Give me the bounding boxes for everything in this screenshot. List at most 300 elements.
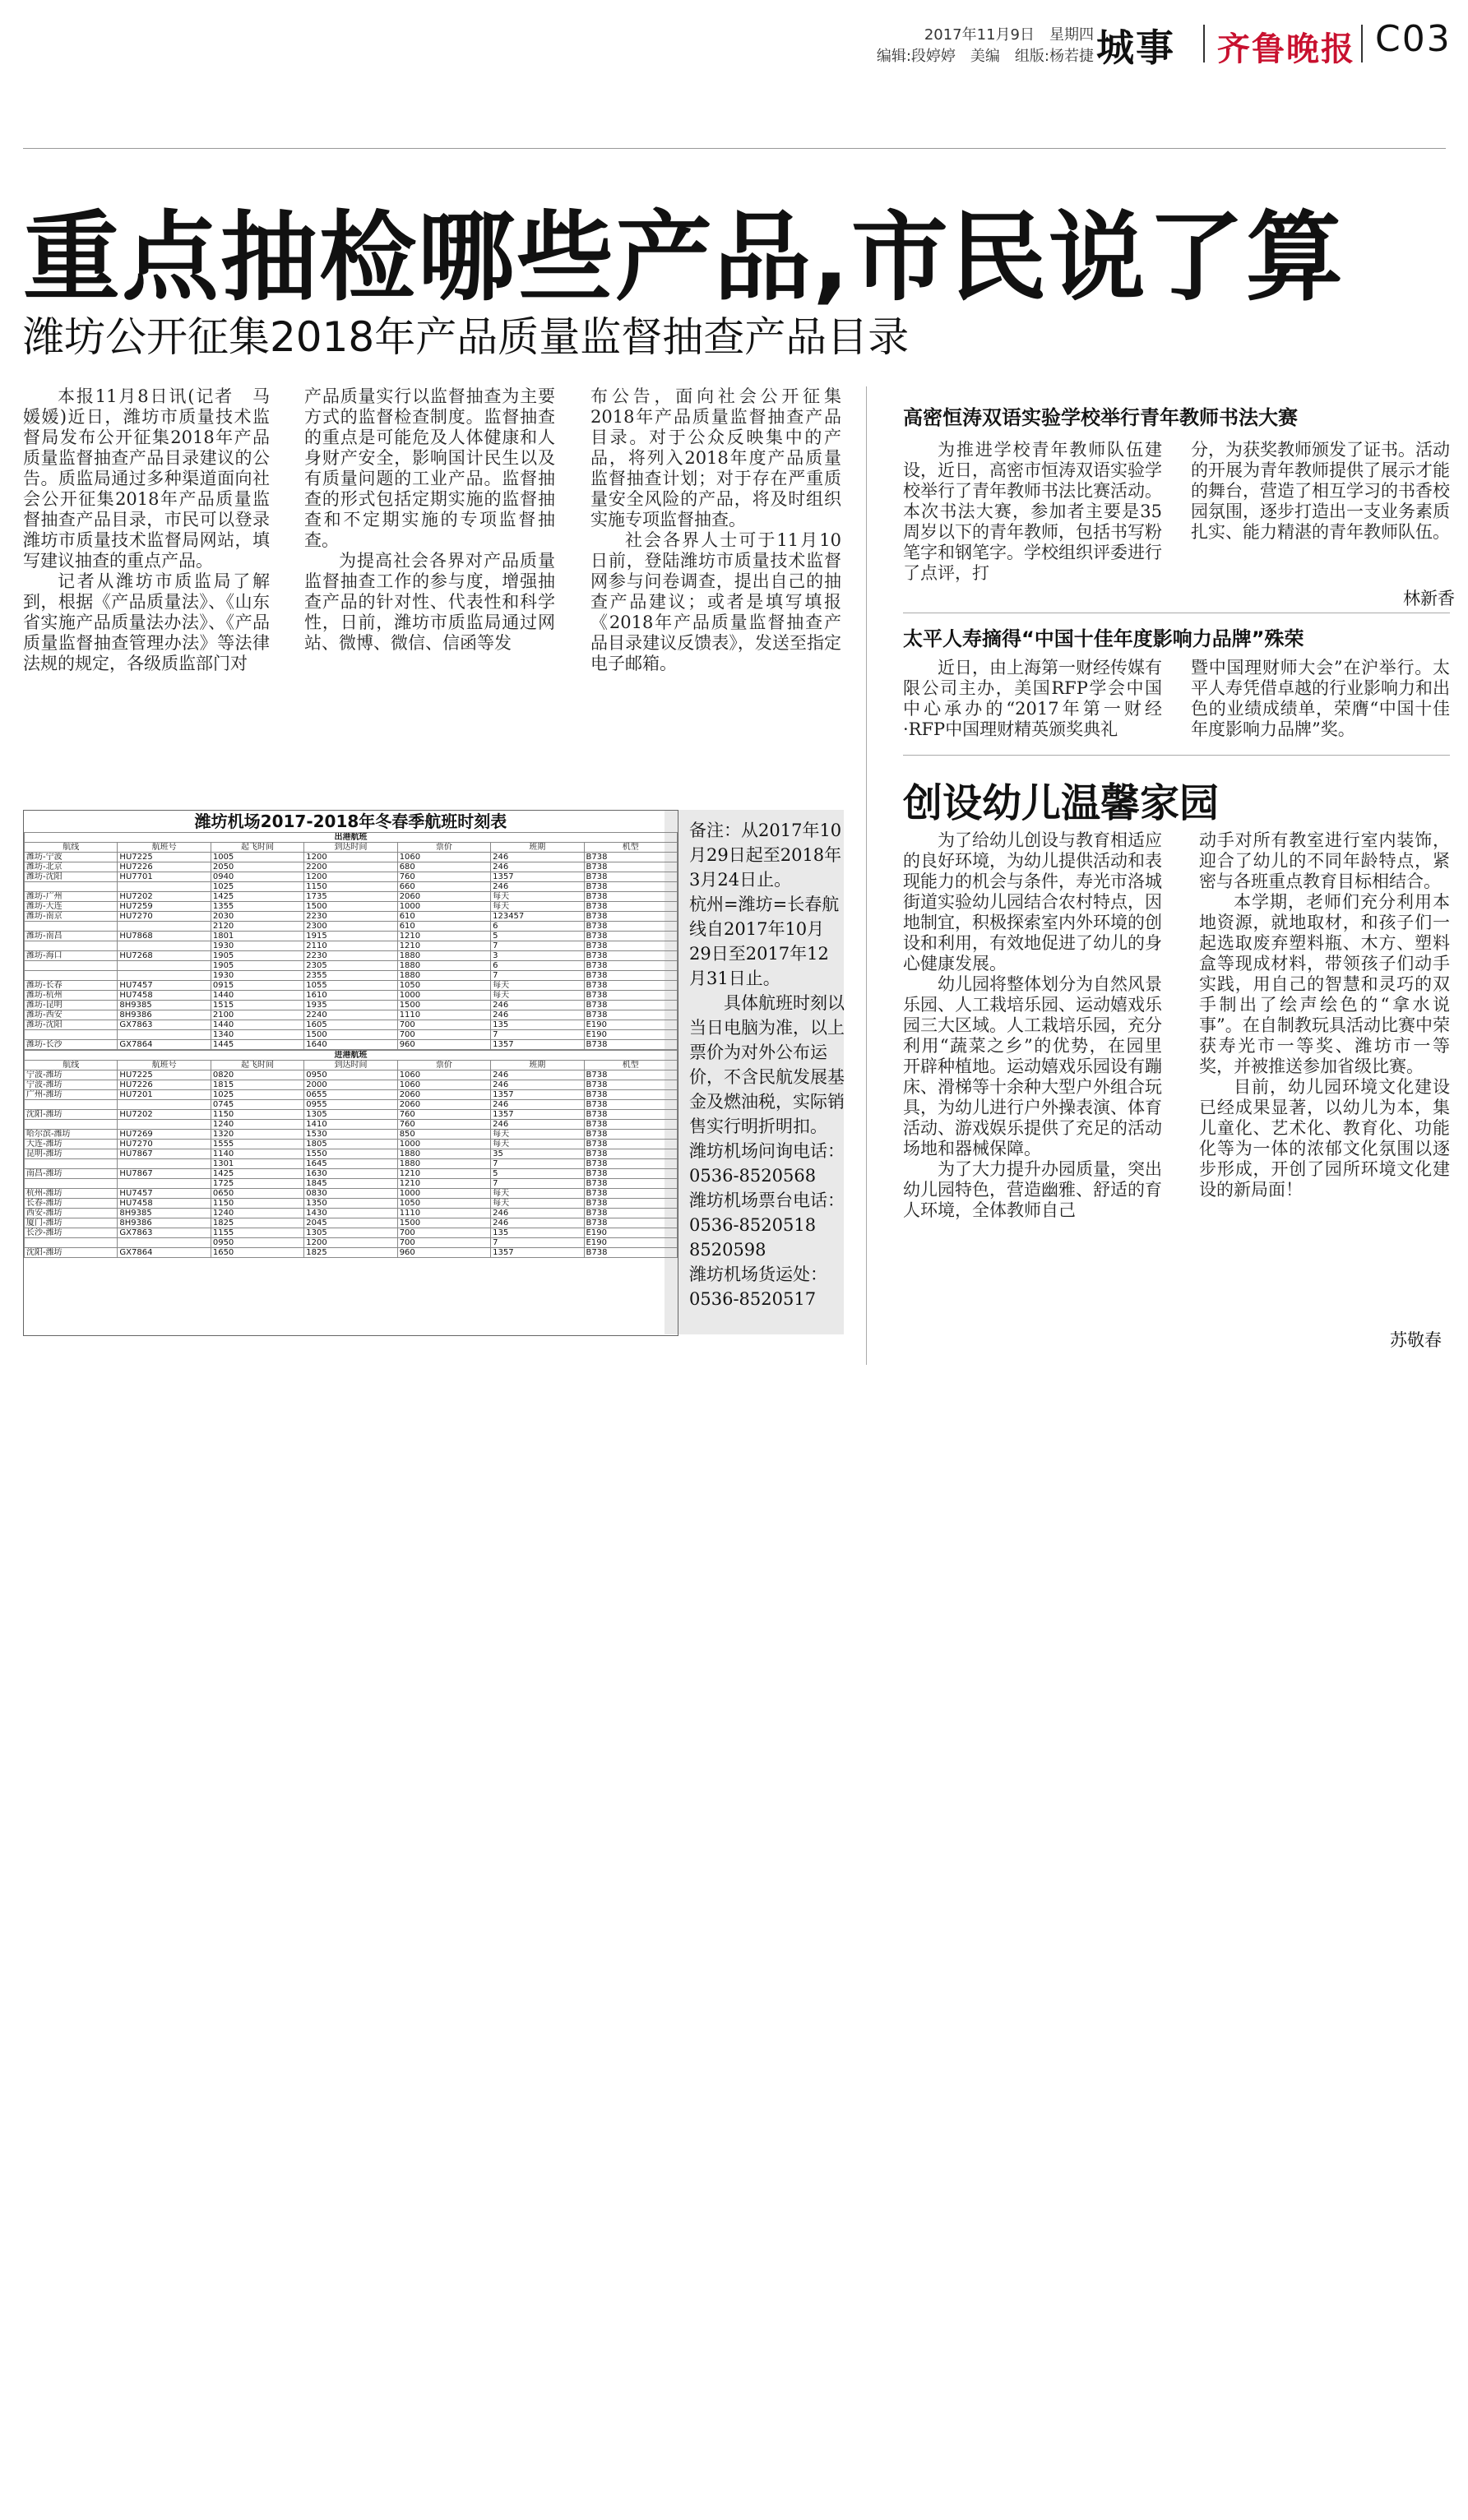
table-cell: [118, 922, 211, 932]
table-cell: 1000: [397, 1140, 490, 1149]
table-cell: 1815: [211, 1080, 303, 1090]
table-cell: [25, 1159, 118, 1169]
paragraph: 动手对所有教室进行室内装饰，迎合了幼儿的不同年龄特点，紧密与各班重点教育目标相结合。: [1199, 830, 1450, 891]
kindergarten-byline: 苏敬春: [1390, 1330, 1442, 1350]
table-cell: [25, 1179, 118, 1189]
column-header: 起飞时间: [211, 843, 303, 853]
section-header: 出港航班: [25, 833, 678, 843]
table-cell: B738: [584, 862, 677, 872]
editor-line: 编辑:段婷婷 美编 组版:杨若捷: [876, 48, 1094, 65]
masthead-divider: [1361, 25, 1363, 62]
column-header: 航班号: [118, 843, 211, 853]
table-cell: 8H9385: [118, 1001, 211, 1010]
departure-row: [25, 912, 678, 922]
table-cell: 潍坊-长沙: [25, 1040, 118, 1050]
column-header: 班期: [491, 1061, 584, 1070]
table-cell: 0955: [304, 1100, 397, 1110]
column-header: 航班号: [118, 1061, 211, 1070]
departure-row: [25, 902, 678, 912]
table-cell: 1440: [211, 991, 303, 1001]
table-cell: 潍坊-杭州: [25, 991, 118, 1001]
table-cell: 246: [491, 1209, 584, 1218]
table-cell: B738: [584, 853, 677, 862]
table-cell: 2060: [397, 1090, 490, 1100]
insurance-column-2: 暨中国理财师大会”在沪举行。太平人寿凭借卓越的行业影响力和出色的业绩成绩单，荣膺“中国十佳年度影响力品牌”奖。: [1191, 658, 1450, 739]
table-cell: B738: [584, 991, 677, 1001]
arrival-row: [25, 1238, 678, 1248]
calligraphy-title: 高密恒涛双语实验学校举行青年教师书法大赛: [903, 406, 1298, 429]
table-cell: HU7225: [118, 1070, 211, 1080]
table-cell: 7: [491, 971, 584, 981]
table-cell: GX7863: [118, 1020, 211, 1030]
paragraph: 为提高社会各界对产品质量监督抽查工作的参与度，增强抽查产品的针对性、代表性和科学性，日前，潍坊市质监局通过网站、微博、微信、信函等发: [304, 551, 555, 653]
departure-row: [25, 971, 678, 981]
table-cell: B738: [584, 1130, 677, 1140]
table-cell: 每天: [491, 1130, 584, 1140]
note: 潍坊机场票台电话：0536-8520518 8520598: [689, 1191, 845, 1260]
table-cell: 8H9385: [118, 1209, 211, 1218]
table-cell: 2030: [211, 912, 303, 922]
table-cell: 246: [491, 1080, 584, 1090]
table-cell: 1055: [304, 981, 397, 991]
table-cell: 1320: [211, 1130, 303, 1140]
table-cell: [118, 1030, 211, 1040]
table-cell: 7: [491, 941, 584, 951]
table-cell: 1155: [211, 1228, 303, 1238]
main-headline: 重点抽检哪些产品,市民说了算: [23, 201, 1345, 314]
table-cell: 2230: [304, 912, 397, 922]
masthead-divider: [1203, 25, 1205, 62]
table-cell: 厦门-潍坊: [25, 1218, 118, 1228]
table-cell: B738: [584, 902, 677, 912]
departure-row: [25, 1040, 678, 1050]
arrival-row: [25, 1218, 678, 1228]
departure-row: [25, 922, 678, 932]
table-cell: [25, 882, 118, 892]
table-cell: 760: [397, 1120, 490, 1130]
departure-row: [25, 1001, 678, 1010]
table-cell: 700: [397, 1020, 490, 1030]
table-cell: 6: [491, 922, 584, 932]
paragraph: 记者从潍坊市质监局了解到，根据《产品质量法》、《山东省实施产品质量法办法》、《产品质量监督抽查管理办法》等法律法规的规定，各级质监部门对: [23, 571, 270, 673]
table-cell: [25, 971, 118, 981]
table-cell: [118, 971, 211, 981]
paragraph: 为了给幼儿创设与教育相适应的良好环境，为幼儿提供活动和表现能力的机会与条件，寿光市洛城街道实验幼儿园结合农村特点，因地制宜，积极探索室内外环境的创设和利用，有效地促进了幼儿的身心健康发展。: [903, 830, 1162, 973]
article-column-1: [23, 386, 270, 674]
table-cell: 1410: [304, 1120, 397, 1130]
table-cell: 1725: [211, 1179, 303, 1189]
table-cell: 2110: [304, 941, 397, 951]
table-cell: 每天: [491, 1189, 584, 1199]
article-column-3: [590, 386, 841, 674]
table-cell: 1880: [397, 961, 490, 971]
table-cell: HU7457: [118, 981, 211, 991]
table-cell: 每天: [491, 902, 584, 912]
calligraphy-byline: 林新香: [1403, 589, 1455, 608]
main-subhead: 潍坊公开征集2018年产品质量监督抽查产品目录: [23, 313, 910, 361]
departure-row: [25, 853, 678, 862]
table-cell: B738: [584, 872, 677, 882]
table-cell: 潍坊-北京: [25, 862, 118, 872]
table-cell: B738: [584, 1218, 677, 1228]
header-row: [25, 1061, 678, 1070]
divider: [903, 755, 1450, 756]
table-cell: 1530: [304, 1130, 397, 1140]
table-cell: HU7457: [118, 1189, 211, 1199]
table-cell: 长沙-潍坊: [25, 1228, 118, 1238]
header-row: [25, 843, 678, 853]
arrival-row: [25, 1199, 678, 1209]
table-cell: B738: [584, 1001, 677, 1010]
table-cell: 0830: [304, 1189, 397, 1199]
table-cell: 7: [491, 1159, 584, 1169]
departure-row: [25, 961, 678, 971]
table-cell: HU7867: [118, 1169, 211, 1179]
table-cell: 1357: [491, 1040, 584, 1050]
table-cell: HU7268: [118, 951, 211, 961]
table-cell: 610: [397, 912, 490, 922]
table-cell: 2200: [304, 862, 397, 872]
table-cell: 1880: [397, 951, 490, 961]
table-cell: HU7270: [118, 912, 211, 922]
table-cell: 1210: [397, 1169, 490, 1179]
table-cell: E190: [584, 1020, 677, 1030]
table-cell: B738: [584, 1110, 677, 1120]
table-cell: 0745: [211, 1100, 303, 1110]
table-cell: 1915: [304, 932, 397, 941]
table-cell: 2060: [397, 892, 490, 902]
table-cell: 潍坊-西安: [25, 1010, 118, 1020]
table-cell: 35: [491, 1149, 584, 1159]
table-cell: [25, 1100, 118, 1110]
table-cell: 1930: [211, 971, 303, 981]
table-cell: 1801: [211, 932, 303, 941]
departure-row: [25, 1030, 678, 1040]
table-cell: 1060: [397, 853, 490, 862]
table-cell: 1605: [304, 1020, 397, 1030]
table-cell: 西安-潍坊: [25, 1209, 118, 1218]
table-cell: 1357: [491, 1090, 584, 1100]
table-cell: 760: [397, 872, 490, 882]
table-cell: 0940: [211, 872, 303, 882]
column-header: 航线: [25, 1061, 118, 1070]
table-cell: 1025: [211, 882, 303, 892]
table-cell: 长春-潍坊: [25, 1199, 118, 1209]
table-cell: B738: [584, 1199, 677, 1209]
top-rule: [23, 148, 1446, 149]
table-cell: 1210: [397, 932, 490, 941]
table-cell: B738: [584, 882, 677, 892]
table-cell: 1355: [211, 902, 303, 912]
table-cell: [118, 1159, 211, 1169]
departure-row: [25, 1010, 678, 1020]
column-header: 到达时间: [304, 1061, 397, 1070]
table-cell: GX7863: [118, 1228, 211, 1238]
table-cell: 1845: [304, 1179, 397, 1189]
paragraph: 幼儿园将整体划分为自然风景乐园、人工栽培乐园、运动嬉戏乐园三大区域。人工栽培乐园，充分利用“蔬菜之乡”的优势，在园里开辟种植地。运动嬉戏乐园设有蹦床、滑梯等十余种大型户外组合玩具，为幼儿进行户外操表演、体育活动、游戏娱乐提供了充足的活动场地和器械保障。: [903, 974, 1162, 1158]
table-cell: 1005: [211, 853, 303, 862]
arrivals-table: [24, 1050, 678, 1258]
table-cell: 1350: [304, 1199, 397, 1209]
table-cell: 1025: [211, 1090, 303, 1100]
table-cell: 沈阳-潍坊: [25, 1110, 118, 1120]
table-cell: HU7269: [118, 1130, 211, 1140]
table-cell: 5: [491, 1169, 584, 1179]
table-cell: 700: [397, 1228, 490, 1238]
table-cell: 2050: [211, 862, 303, 872]
departure-row: [25, 991, 678, 1001]
table-cell: 1305: [304, 1110, 397, 1120]
table-cell: HU7259: [118, 902, 211, 912]
table-cell: 2045: [304, 1218, 397, 1228]
arrival-row: [25, 1149, 678, 1159]
table-cell: 0950: [211, 1238, 303, 1248]
table-cell: 潍坊-南京: [25, 912, 118, 922]
table-cell: 2300: [304, 922, 397, 932]
paragraph: 布公告，面向社会公开征集2018年产品质量监督抽查产品目录。对于公众反映集中的产品，将列入2018年度产品质量监督抽查计划；对于存在严重质量安全风险的产品，将及时组织实施专项监督抽查。: [590, 386, 841, 529]
table-cell: HU7226: [118, 862, 211, 872]
table-cell: B738: [584, 981, 677, 991]
table-cell: [25, 1238, 118, 1248]
table-cell: 宁波-潍坊: [25, 1080, 118, 1090]
table-cell: 每天: [491, 981, 584, 991]
column-header: 班期: [491, 843, 584, 853]
table-cell: B738: [584, 1010, 677, 1020]
table-cell: [118, 882, 211, 892]
table-cell: B738: [584, 1070, 677, 1080]
table-cell: 1150: [304, 882, 397, 892]
table-cell: 960: [397, 1248, 490, 1258]
table-cell: 246: [491, 882, 584, 892]
table-cell: [118, 941, 211, 951]
table-cell: B738: [584, 941, 677, 951]
departure-row: [25, 981, 678, 991]
arrival-row: [25, 1228, 678, 1238]
table-cell: HU7458: [118, 1199, 211, 1209]
table-cell: 7: [491, 1179, 584, 1189]
table-cell: 1555: [211, 1140, 303, 1149]
flight-notes: [689, 818, 845, 1311]
table-cell: 1445: [211, 1040, 303, 1050]
table-cell: 1305: [304, 1228, 397, 1238]
table-cell: B738: [584, 1248, 677, 1258]
table-cell: 3: [491, 951, 584, 961]
table-cell: 潍坊-沈阳: [25, 1020, 118, 1030]
paragraph: 本学期，老师们充分利用本地资源，就地取材，和孩子们一起选取废弃塑料瓶、木方、塑料盒等现成材料，带领孩子们动手实践，用自己的智慧和灵巧的双手制出了绘声绘色的“拿水说事”。在自制教玩具活动比赛中荣获寿光市一等奖、潍坊市一等奖，并被推送参加省级比赛。: [1199, 892, 1450, 1076]
table-cell: HU7202: [118, 1110, 211, 1120]
table-cell: 2120: [211, 922, 303, 932]
table-cell: [25, 1120, 118, 1130]
table-cell: 1050: [397, 1199, 490, 1209]
arrival-row: [25, 1080, 678, 1090]
table-cell: 潍坊-大连: [25, 902, 118, 912]
table-cell: 1640: [304, 1040, 397, 1050]
table-cell: 宁波-潍坊: [25, 1070, 118, 1080]
table-cell: B738: [584, 971, 677, 981]
table-cell: 1650: [211, 1248, 303, 1258]
table-cell: [25, 961, 118, 971]
table-cell: 2355: [304, 971, 397, 981]
page-number: C03: [1375, 18, 1452, 60]
table-cell: 1630: [304, 1169, 397, 1179]
table-cell: E190: [584, 1238, 677, 1248]
table-cell: 660: [397, 882, 490, 892]
calligraphy-column-2: 分，为获奖教师颁发了证书。活动的开展为青年教师提供了展示才能的舞台，营造了相互学习的书香校园氛围，逐步打造出一支业务素质扎实、能力精湛的青年教师队伍。: [1191, 440, 1450, 542]
column-header: 机型: [584, 1061, 677, 1070]
table-cell: 1825: [211, 1218, 303, 1228]
table-cell: [118, 1238, 211, 1248]
table-cell: 1357: [491, 1248, 584, 1258]
table-cell: [25, 922, 118, 932]
table-cell: 8H9386: [118, 1218, 211, 1228]
table-cell: 1060: [397, 1070, 490, 1080]
arrival-row: [25, 1169, 678, 1179]
table-cell: 700: [397, 1238, 490, 1248]
table-cell: 610: [397, 922, 490, 932]
arrival-row: [25, 1140, 678, 1149]
table-cell: 1880: [397, 971, 490, 981]
table-cell: 潍坊-长春: [25, 981, 118, 991]
table-cell: 1645: [304, 1159, 397, 1169]
table-cell: 1500: [397, 1001, 490, 1010]
table-cell: 1825: [304, 1248, 397, 1258]
table-cell: 每天: [491, 991, 584, 1001]
departure-row: [25, 932, 678, 941]
departure-row: [25, 872, 678, 882]
table-cell: 760: [397, 1110, 490, 1120]
table-cell: 8H9386: [118, 1010, 211, 1020]
table-cell: 0950: [304, 1070, 397, 1080]
table-cell: 潍坊-南昌: [25, 932, 118, 941]
table-cell: GX7864: [118, 1248, 211, 1258]
table-cell: 1500: [397, 1218, 490, 1228]
departure-row: [25, 1020, 678, 1030]
table-cell: 1340: [211, 1030, 303, 1040]
table-cell: E190: [584, 1228, 677, 1238]
table-cell: GX7864: [118, 1040, 211, 1050]
section-header: 进港航班: [25, 1051, 678, 1061]
table-cell: 1000: [397, 991, 490, 1001]
arrival-row: [25, 1070, 678, 1080]
paragraph: 目前，幼儿园环境文化建设已经成果显著，以幼儿为本，集儿童化、艺术化、教育化、功能化等为一体的浓郁文化氛围以逐步形成，开创了园所环境文化建设的新局面！: [1199, 1077, 1450, 1200]
table-cell: 潍坊-广州: [25, 892, 118, 902]
newspaper-logo: 齐鲁晚报: [1217, 30, 1355, 68]
table-cell: 沈阳-潍坊: [25, 1248, 118, 1258]
table-cell: 246: [491, 1001, 584, 1010]
departure-row: [25, 882, 678, 892]
arrival-row: [25, 1209, 678, 1218]
calligraphy-column-1: 为推进学校青年教师队伍建设，近日，高密市恒涛双语实验学校举行了青年教师书法比赛活动。本次书法大赛，参加者主要是35周岁以下的青年教师，包括书写粉笔字和钢笔字。学校组织评委进行了点评，打: [903, 440, 1162, 583]
table-cell: 1240: [211, 1209, 303, 1218]
table-title: 潍坊机场2017-2018年冬春季航班时刻表: [194, 811, 507, 831]
insurance-column-1: 近日，由上海第一财经传媒有限公司主办，美国RFP学会中国中心承办的“2017年第一财经·RFP中国理财精英颁奖典礼: [903, 658, 1162, 739]
table-cell: 2060: [397, 1100, 490, 1110]
insurance-title: 太平人寿摘得“中国十佳年度影响力品牌”殊荣: [903, 627, 1304, 650]
table-cell: 1425: [211, 1169, 303, 1179]
kindergarten-title: 创设幼儿温馨家园: [903, 780, 1220, 826]
table-cell: 1735: [304, 892, 397, 902]
table-cell: 135: [491, 1228, 584, 1238]
column-header: 票价: [397, 843, 490, 853]
table-cell: 1000: [397, 902, 490, 912]
table-cell: 135: [491, 1020, 584, 1030]
table-cell: HU7868: [118, 932, 211, 941]
table-cell: B738: [584, 1120, 677, 1130]
table-cell: HU7201: [118, 1090, 211, 1100]
table-cell: 246: [491, 1100, 584, 1110]
table-cell: 潍坊-宁波: [25, 853, 118, 862]
table-cell: 7: [491, 1030, 584, 1040]
table-cell: 680: [397, 862, 490, 872]
table-cell: 2100: [211, 1010, 303, 1020]
table-cell: B738: [584, 1159, 677, 1169]
table-cell: HU7458: [118, 991, 211, 1001]
table-cell: B738: [584, 1179, 677, 1189]
table-cell: B738: [584, 1189, 677, 1199]
table-cell: 1200: [304, 872, 397, 882]
table-cell: 大连-潍坊: [25, 1140, 118, 1149]
arrival-row: [25, 1090, 678, 1100]
table-cell: 246: [491, 1218, 584, 1228]
table-cell: 6: [491, 961, 584, 971]
note: 杭州=潍坊=长春航线自2017年10月29日至2017年12月31日止。: [689, 895, 840, 988]
table-cell: 杭州-潍坊: [25, 1189, 118, 1199]
table-cell: 1500: [304, 1030, 397, 1040]
table-cell: 1357: [491, 1110, 584, 1120]
table-cell: 1150: [211, 1199, 303, 1209]
departure-row: [25, 941, 678, 951]
table-cell: B738: [584, 1149, 677, 1159]
table-cell: 1930: [211, 941, 303, 951]
column-header: 航线: [25, 843, 118, 853]
table-cell: 1301: [211, 1159, 303, 1169]
table-cell: 每天: [491, 1140, 584, 1149]
note: 具体航班时刻以当日电脑为准，以上票价为对外公布运价，不含民航发展基金及燃油税，实际销售实行明折明扣。: [689, 993, 845, 1136]
table-cell: 1110: [397, 1010, 490, 1020]
table-cell: 0650: [211, 1189, 303, 1199]
column-header: 票价: [397, 1061, 490, 1070]
table-cell: 哈尔滨-潍坊: [25, 1130, 118, 1140]
table-cell: 1905: [211, 961, 303, 971]
table-cell: B738: [584, 932, 677, 941]
table-cell: 潍坊-昆明: [25, 1001, 118, 1010]
table-cell: [118, 1179, 211, 1189]
table-cell: HU7270: [118, 1140, 211, 1149]
kindergarten-column-1: [903, 830, 1162, 1221]
table-cell: 1935: [304, 1001, 397, 1010]
table-cell: HU7226: [118, 1080, 211, 1090]
table-cell: 1805: [304, 1140, 397, 1149]
table-cell: 1880: [397, 1159, 490, 1169]
table-cell: 0655: [304, 1090, 397, 1100]
table-cell: 2000: [304, 1080, 397, 1090]
table-cell: B738: [584, 1140, 677, 1149]
table-cell: [25, 941, 118, 951]
arrival-row: [25, 1159, 678, 1169]
table-cell: E190: [584, 1030, 677, 1040]
table-cell: 1150: [211, 1110, 303, 1120]
flight-schedule-table: [23, 810, 678, 1336]
table-cell: 1200: [304, 853, 397, 862]
arrival-row: [25, 1179, 678, 1189]
column-header: 起飞时间: [211, 1061, 303, 1070]
note: 潍坊机场货运处：0536-8520517: [689, 1265, 827, 1309]
table-cell: B738: [584, 961, 677, 971]
table-cell: 1210: [397, 941, 490, 951]
table-cell: [118, 961, 211, 971]
paragraph: 本报11月8日讯(记者 马媛媛)近日，潍坊市质量技术监督局发布公开征集2018年产品质量监督抽查产品目录建议的公告。质监局通过多种渠道面向社会公开征集2018年产品质量监督抽查产品目录，市民可以登录潍坊市质量技术监督局网站，填写建议抽查的重点产品。: [23, 386, 270, 571]
note: 备注：从2017年10月29日起至2018年3月24日止。: [689, 821, 842, 890]
